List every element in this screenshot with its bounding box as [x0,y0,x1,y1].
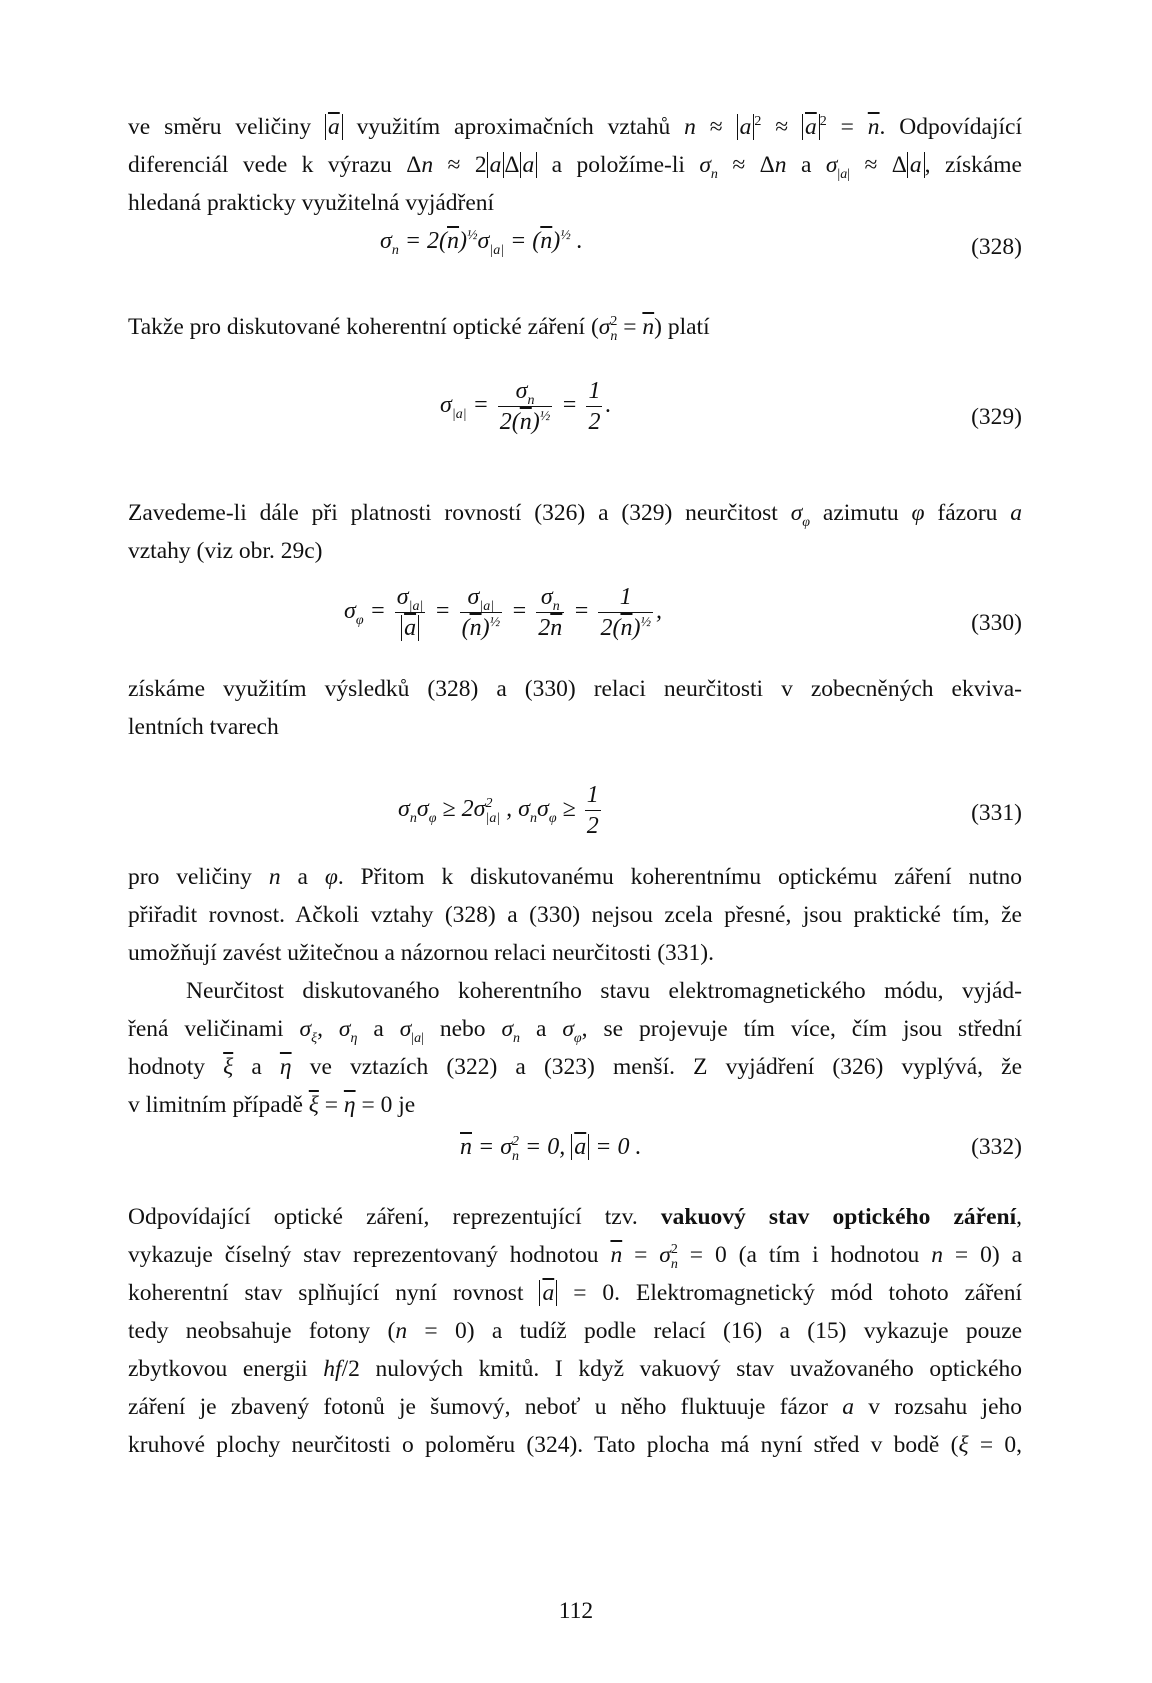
text-line: v limitním případě $\overline{\xi} = \overline{\eta} = 0$ je [128,1092,416,1118]
equation-329 [128,376,1022,456]
text-line: umožňují zavést užitečnou a názornou relaci neurčitosti (331). [128,940,714,966]
text-line: hledaná prakticky využitelná vyjádření [128,190,495,216]
paragraph-4 [128,670,1022,746]
text-line: zbytkovou energii hf/2 nulových kmitů. I když vakuový stav uvažovaného optického [128,1356,1022,1382]
equation-number: (332) [971,1134,1022,1160]
paragraph-6 [128,972,1022,1124]
equation-331 [128,774,1022,854]
text-line: pro veličiny n a φ. Přitom k diskutovanému koherentnímu optickému záření nutno [128,864,1022,890]
text-line: řená veličinami $\sigma_\xi$, $\sigma_\eta$ a $\sigma_{|a|}$ nebo $\sigma_n$ a $\sigma_\varphi$, se projevuje tím více, čím jsou střední [128,1016,1023,1046]
equation-body: $\sigma_n = 2(\overline{n})^{\frac{1}{2}}\sigma_{|a|} = (\overline{n})^{\frac{1}{2}}$ . [380,228,583,258]
equation-body: $\sigma_n\sigma_\varphi \ge 2\sigma^2_{|a|}$ , $\sigma_n\sigma_\varphi$ ≥ $\frac{1}{2}$ [398,782,599,839]
text-line: koherentní stav splňující nyní rovnost $\overline{a} = 0$. Elektromagnetický mód tohoto záření [128,1280,1022,1306]
text-line: Odpovídající optické záření, reprezentující tzv. vakuový stav optického záření, [128,1204,1022,1230]
equation-body: $\sigma_\varphi$ = $\frac{\sigma_{|a|}}{a}$ = $\frac{\sigma_{|a|}}{(\overline{n})^{\frac{1}{2}}}$ = $\frac{\sigma_n}{2\overline{n}}$ = $\frac{1}{2(\overline{n})^{\frac{1}{2}}}$ , [344,584,662,641]
text-line: hodnoty $\overline{\xi}$ a $\overline{\eta}$ ve vztazích (322) a (323) menší. Z vyjádření (326) vyplývá, že [128,1054,1023,1080]
paragraph-5 [128,858,1022,972]
text-line: kruhové plochy neurčitosti o poloměru (324). Tato plocha má nyní střed v bodě (ξ = 0, [128,1432,1022,1458]
text-line: přiřadit rovnost. Ačkoli vztahy (328) a (330) nejsou zcela přesné, jsou praktické tím, že [128,902,1022,928]
paragraph-1 [128,108,1022,222]
text-line: diferenciál vede k výrazu Δn ≈ 2 a Δ a a položíme-li $\sigma_n \approx \Delta n$ a $\sigma_{|a|} \approx \Delta$ a , získáme [128,152,1022,182]
text-line: tedy neobsahuje fotony (n = 0) a tudíž podle relací (16) a (15) vykazuje pouze [128,1318,1022,1344]
equation-body: $\sigma_{|a|}$ = $\frac{\sigma_n}{2(\overline{n})^{\frac{1}{2}}}$ = $\frac{1}{2}$ . [440,378,612,435]
equation-number: (330) [971,610,1022,636]
paragraph-7 [128,1198,1022,1464]
equation-number: (329) [971,404,1022,430]
text-line: vykazuje číselný stav reprezentovaný hodnotou $\overline{n} = \sigma^2_n = 0$ (a tím i hodnotou n = 0) a [128,1242,1022,1272]
text-line: ve směru veličiny $\overline{a}$ využitím aproximačních vztahů n ≈ a $^2 \approx \overline{a}$ $^2 = \overline{n}$. Odpovídající [128,114,1023,140]
equation-number: (331) [971,800,1022,826]
paragraph-3 [128,494,1022,570]
text-line: záření je zbavený fotonů je šumový, neboť u něho fluktuuje fázor a v rozsahu jeho [128,1394,1022,1420]
text-line: Takže pro diskutované koherentní optické záření $(\sigma^2_n = \overline{n})$ platí [128,314,710,344]
text-line: Neurčitost diskutovaného koherentního stavu elektromagnetického módu, vyjád- [186,978,1022,1004]
equation-number: (328) [971,234,1022,260]
page-number: 112 [558,1598,594,1624]
equation-332 [128,1122,1022,1186]
equation-328 [128,222,1022,286]
text-line: lentních tvarech [128,714,279,740]
equation-330 [128,582,1022,662]
text-line: Zavedeme-li dále při platnosti rovností (326) a (329) neurčitost $\sigma_\varphi$ azimutu φ fázoru a [128,500,1023,530]
text-line: získáme využitím výsledků (328) a (330) relaci neurčitosti v zobecněných ekviva- [128,676,1022,702]
paragraph-2 [128,308,1022,346]
text-line: vztahy (viz obr. 29c) [128,538,323,564]
equation-body: $\overline{n} = \sigma^2_n = 0$, $\overline{a} = 0$ . [460,1134,642,1164]
